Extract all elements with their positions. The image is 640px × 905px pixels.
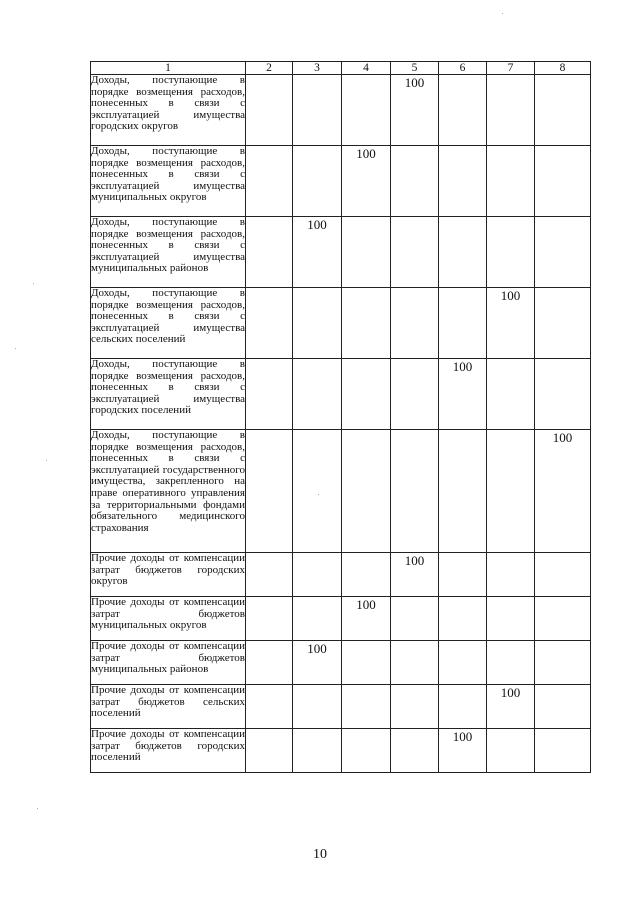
revenue-description-cell: Доходы, поступающие в порядке возмещения расходов, понесенных в связи с эксплуатацией имущества муниципальных районов: [91, 217, 246, 288]
share-value-cell: 100: [439, 729, 487, 773]
share-value-cell: [391, 729, 439, 773]
share-value-cell: [342, 553, 391, 597]
share-value-cell: [293, 359, 342, 430]
share-value-cell: [487, 553, 535, 597]
share-value-cell: 100: [342, 146, 391, 217]
share-value-cell: [293, 75, 342, 146]
column-header: 5: [391, 62, 439, 75]
share-value-cell: [246, 729, 293, 773]
table-header-row: [91, 62, 591, 75]
column-header: 4: [342, 62, 391, 75]
revenue-description-cell: Доходы, поступающие в порядке возмещения расходов, понесенных в связи с эксплуатацией имущества городских поселений: [91, 359, 246, 430]
scan-speck: [15, 348, 16, 349]
share-value-cell: [293, 729, 342, 773]
share-value-cell: [535, 685, 591, 729]
table-row: [91, 217, 591, 288]
share-value-cell: [293, 146, 342, 217]
scan-speck: [33, 283, 34, 284]
share-value-cell: 100: [439, 359, 487, 430]
share-value-cell: [246, 430, 293, 553]
share-value-cell: [535, 729, 591, 773]
revenue-description-cell: Прочие доходы от компенсации затрат бюджетов муниципальных округов: [91, 597, 246, 641]
share-value-cell: [439, 641, 487, 685]
share-value-cell: [246, 597, 293, 641]
share-value-cell: [439, 685, 487, 729]
share-value-cell: [391, 641, 439, 685]
share-value-cell: [246, 685, 293, 729]
share-value-cell: [391, 430, 439, 553]
share-value-cell: [246, 288, 293, 359]
column-header: 3: [293, 62, 342, 75]
share-value-cell: [246, 359, 293, 430]
share-value-cell: [487, 641, 535, 685]
share-value-cell: [535, 146, 591, 217]
scan-speck: [318, 494, 319, 495]
page-number: 10: [313, 847, 327, 862]
table-row: [91, 685, 591, 729]
revenue-description-cell: Доходы, поступающие в порядке возмещения расходов, понесенных в связи с эксплуатацией государственного имущества, закрепленного на праве оперативного управления за территориальными фондами обязательного медицинского страхования: [91, 430, 246, 553]
share-value-cell: 100: [293, 217, 342, 288]
share-value-cell: [487, 75, 535, 146]
share-value-cell: [487, 430, 535, 553]
scan-speck: [502, 13, 503, 14]
revenue-description-cell: Доходы, поступающие в порядке возмещения расходов, понесенных в связи с эксплуатацией имущества городских округов: [91, 75, 246, 146]
share-value-cell: [246, 75, 293, 146]
share-value-cell: [487, 217, 535, 288]
share-value-cell: [342, 430, 391, 553]
revenue-description-cell: Прочие доходы от компенсации затрат бюджетов сельских поселений: [91, 685, 246, 729]
share-value-cell: [293, 430, 342, 553]
revenue-distribution-table: [90, 61, 591, 773]
share-value-cell: [246, 217, 293, 288]
share-value-cell: 100: [487, 288, 535, 359]
share-value-cell: [391, 146, 439, 217]
column-header: 7: [487, 62, 535, 75]
share-value-cell: [535, 359, 591, 430]
share-value-cell: [439, 75, 487, 146]
share-value-cell: [535, 75, 591, 146]
table-row: [91, 75, 591, 146]
share-value-cell: 100: [391, 553, 439, 597]
share-value-cell: [535, 597, 591, 641]
share-value-cell: [246, 553, 293, 597]
share-value-cell: [439, 597, 487, 641]
share-value-cell: [342, 359, 391, 430]
share-value-cell: [246, 641, 293, 685]
share-value-cell: [246, 146, 293, 217]
share-value-cell: [293, 553, 342, 597]
revenue-description-cell: Прочие доходы от компенсации затрат бюджетов городских поселений: [91, 729, 246, 773]
share-value-cell: [342, 75, 391, 146]
share-value-cell: [487, 729, 535, 773]
revenue-description-cell: Прочие доходы от компенсации затрат бюджетов городских округов: [91, 553, 246, 597]
share-value-cell: [535, 288, 591, 359]
scan-speck: [46, 460, 47, 461]
table-row: [91, 641, 591, 685]
column-header: 8: [535, 62, 591, 75]
share-value-cell: 100: [535, 430, 591, 553]
share-value-cell: [342, 288, 391, 359]
share-value-cell: [391, 597, 439, 641]
share-value-cell: 100: [342, 597, 391, 641]
share-value-cell: [391, 288, 439, 359]
share-value-cell: [487, 597, 535, 641]
share-value-cell: 100: [487, 685, 535, 729]
revenue-description-cell: Доходы, поступающие в порядке возмещения расходов, понесенных в связи с эксплуатацией имущества сельских поселений: [91, 288, 246, 359]
share-value-cell: [487, 146, 535, 217]
scan-speck: [37, 808, 38, 809]
column-header: 6: [439, 62, 487, 75]
share-value-cell: 100: [293, 641, 342, 685]
table-row: [91, 359, 591, 430]
revenue-description-cell: Доходы, поступающие в порядке возмещения расходов, понесенных в связи с эксплуатацией имущества муниципальных округов: [91, 146, 246, 217]
share-value-cell: [535, 641, 591, 685]
share-value-cell: [342, 641, 391, 685]
share-value-cell: [342, 729, 391, 773]
column-header: 1: [91, 62, 246, 75]
share-value-cell: [293, 288, 342, 359]
table-row: [91, 430, 591, 553]
table-row: [91, 288, 591, 359]
table-row: [91, 729, 591, 773]
share-value-cell: [342, 217, 391, 288]
share-value-cell: [535, 553, 591, 597]
revenue-description-cell: Прочие доходы от компенсации затрат бюджетов муниципальных районов: [91, 641, 246, 685]
share-value-cell: [293, 685, 342, 729]
share-value-cell: [439, 553, 487, 597]
share-value-cell: [439, 217, 487, 288]
share-value-cell: [439, 430, 487, 553]
share-value-cell: [487, 359, 535, 430]
column-header: 2: [246, 62, 293, 75]
share-value-cell: [293, 597, 342, 641]
share-value-cell: [439, 288, 487, 359]
share-value-cell: [391, 685, 439, 729]
share-value-cell: [391, 217, 439, 288]
table-row: [91, 146, 591, 217]
table-row: [91, 553, 591, 597]
share-value-cell: [391, 359, 439, 430]
share-value-cell: [342, 685, 391, 729]
share-value-cell: 100: [391, 75, 439, 146]
share-value-cell: [439, 146, 487, 217]
share-value-cell: [535, 217, 591, 288]
table-row: [91, 597, 591, 641]
